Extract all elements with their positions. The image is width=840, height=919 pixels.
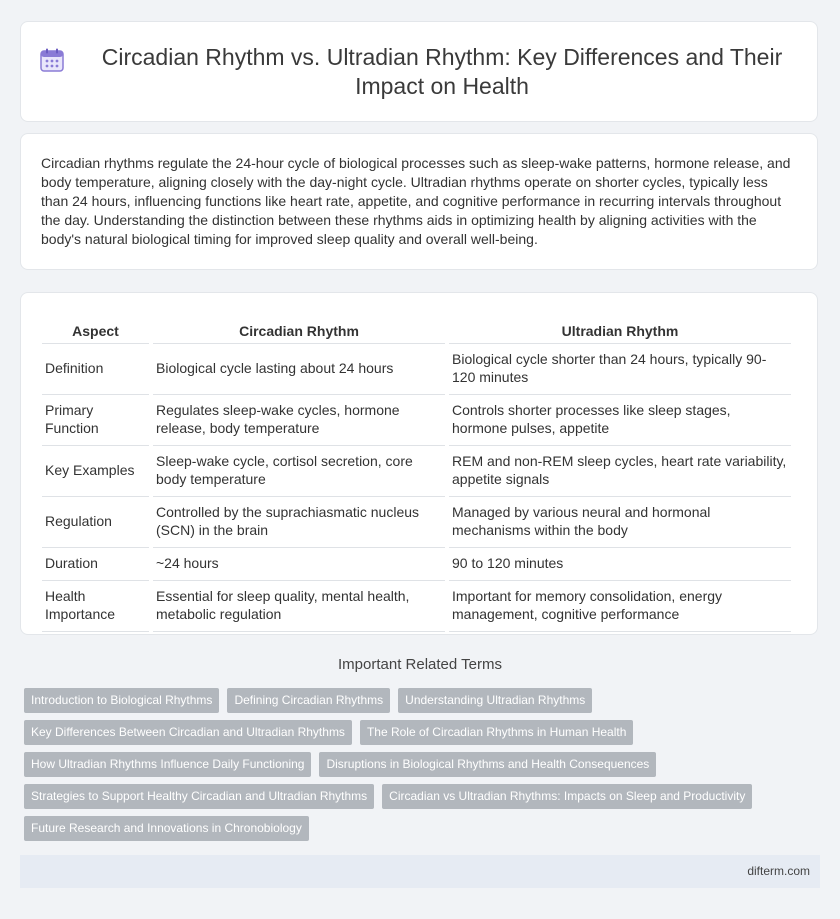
row-circadian: Regulates sleep-wake cycles, hormone release, body temperature (153, 395, 445, 446)
row-circadian: Controlled by the suprachiasmatic nucleus (SCN) in the brain (153, 497, 445, 548)
row-ultradian: REM and non-REM sleep cycles, heart rate variability, appetite signals (449, 446, 791, 497)
related-term-tag[interactable]: Understanding Ultradian Rhythms (398, 688, 592, 713)
table-row (42, 344, 791, 395)
comparison-table-card (20, 292, 818, 635)
related-terms-list (24, 688, 816, 848)
row-ultradian: Managed by various neural and hormonal mechanisms within the body (449, 497, 791, 548)
intro-card (20, 133, 818, 270)
table-row (42, 497, 791, 548)
intro-paragraph: Circadian rhythms regulate the 24-hour cycle of biological processes such as sleep-wake patterns, hormone release, and body temperature, aligning closely with the day-night cycle. Ultradian rhythms operate on shorter cycles, typically less than 24 hours, influencing functions like heart rate, appetite, and cognitive performance in recurring intervals throughout the day. Understanding the distinction between these rhythms aids in optimizing health by aligning activities with the body's natural biological timing for improved sleep quality and overall well-being. (41, 155, 791, 247)
table-row (42, 395, 791, 446)
page-title: Circadian Rhythm vs. Ultradian Rhythm: Key Differences and Their Impact on Health (101, 43, 783, 99)
related-term-tag[interactable]: Strategies to Support Healthy Circadian and Ultradian Rhythms (24, 784, 374, 809)
header-card (20, 21, 818, 122)
row-aspect: Regulation (42, 497, 149, 548)
comparison-table (38, 312, 795, 632)
table-row (42, 446, 791, 497)
header-ultradian: Ultradian Rhythm (449, 312, 791, 344)
row-aspect: Definition (42, 344, 149, 395)
footer (20, 855, 820, 888)
related-terms-heading: Important Related Terms (338, 656, 502, 673)
row-ultradian: Controls shorter processes like sleep stages, hormone pulses, appetite (449, 395, 791, 446)
row-circadian: Essential for sleep quality, mental health, metabolic regulation (153, 581, 445, 632)
table-row (42, 581, 791, 632)
related-term-tag[interactable]: How Ultradian Rhythms Influence Daily Functioning (24, 752, 311, 777)
header-aspect: Aspect (42, 312, 149, 344)
row-aspect: Duration (42, 548, 149, 581)
row-ultradian: 90 to 120 minutes (449, 548, 791, 581)
related-term-tag[interactable]: The Role of Circadian Rhythms in Human Health (360, 720, 633, 745)
table-header-row (42, 312, 791, 344)
row-aspect: Key Examples (42, 446, 149, 497)
related-term-tag[interactable]: Future Research and Innovations in Chronobiology (24, 816, 309, 841)
header-circadian: Circadian Rhythm (153, 312, 445, 344)
footer-site-link[interactable]: difterm.com (747, 864, 810, 878)
row-circadian: Biological cycle lasting about 24 hours (153, 344, 445, 395)
row-ultradian: Important for memory consolidation, energy management, cognitive performance (449, 581, 791, 632)
row-ultradian: Biological cycle shorter than 24 hours, typically 90-120 minutes (449, 344, 791, 395)
row-aspect: Primary Function (42, 395, 149, 446)
title-wrap (39, 43, 799, 101)
related-term-tag[interactable]: Key Differences Between Circadian and Ultradian Rhythms (24, 720, 352, 745)
row-circadian: Sleep-wake cycle, cortisol secretion, core body temperature (153, 446, 445, 497)
related-term-tag[interactable]: Disruptions in Biological Rhythms and Health Consequences (319, 752, 656, 777)
row-circadian: ~24 hours (153, 548, 445, 581)
related-term-tag[interactable]: Defining Circadian Rhythms (227, 688, 390, 713)
table-row (42, 548, 791, 581)
related-term-tag[interactable]: Introduction to Biological Rhythms (24, 688, 219, 713)
calendar-icon (39, 47, 65, 73)
row-aspect: Health Importance (42, 581, 149, 632)
related-term-tag[interactable]: Circadian vs Ultradian Rhythms: Impacts on Sleep and Productivity (382, 784, 752, 809)
